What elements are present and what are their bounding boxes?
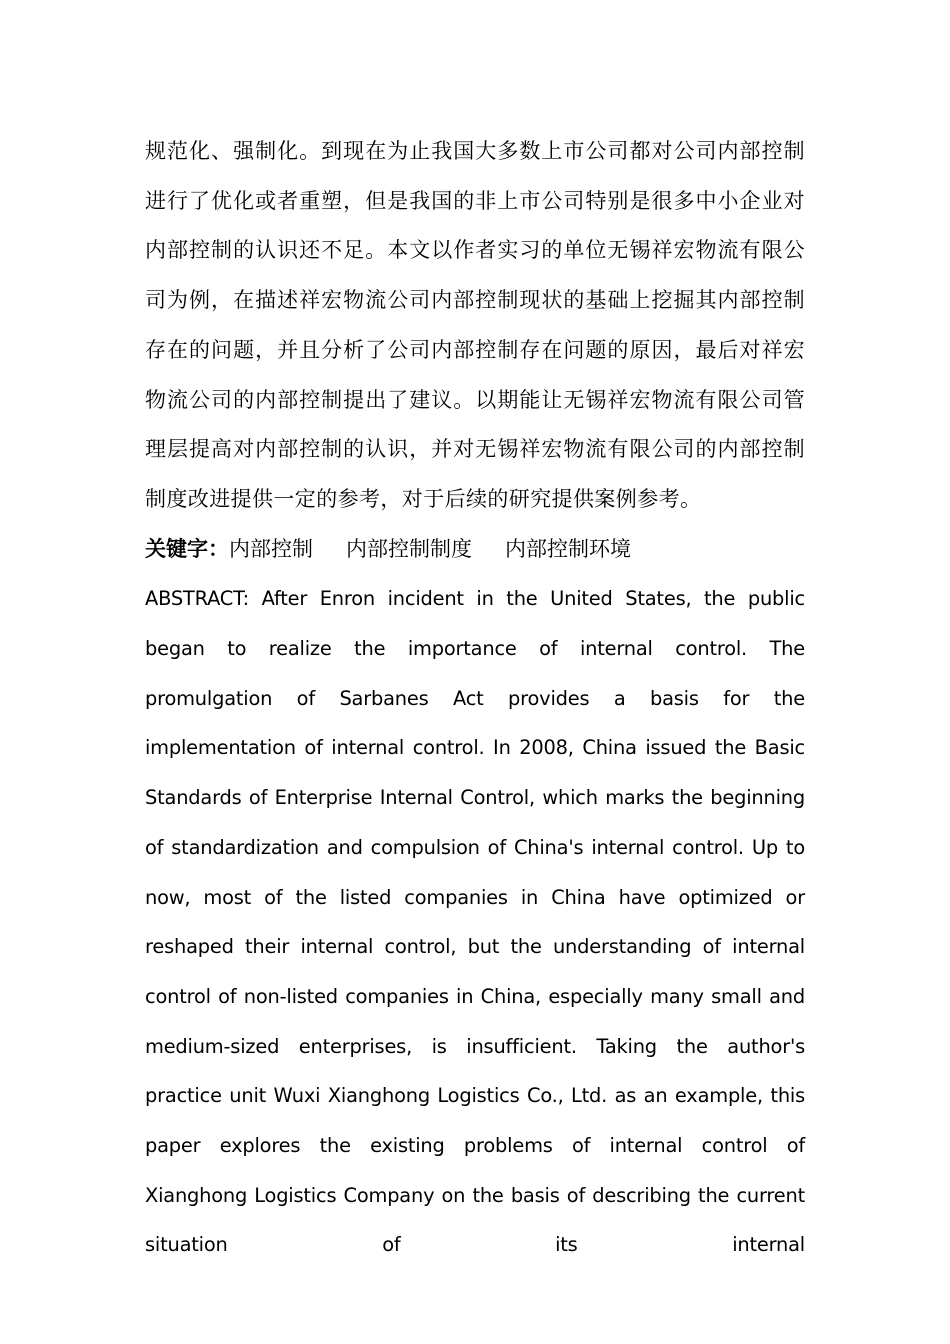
keyword-item: 内部控制制度: [346, 536, 472, 561]
keywords-line: [145, 525, 805, 575]
keywords-label: 关键字：: [145, 536, 229, 561]
keyword-item: 内部控制环境: [505, 536, 631, 561]
keyword-item: 内部控制: [229, 536, 313, 561]
document-page: [145, 127, 805, 1270]
chinese-abstract-paragraph: 规范化、强制化。到现在为止我国大多数上市公司都对公司内部控制进行了优化或者重塑，但是我国的非上市公司特别是很多中小企业对内部控制的认识还不足。本文以作者实习的单位无锡祥宏物流有限公司为例，在描述祥宏物流公司内部控制现状的基础上挖掘其内部控制存在的问题，并且分析了公司内部控制存在问题的原因，最后对祥宏物流公司的内部控制提出了建议。以期能让无锡祥宏物流有限公司管理层提高对内部控制的认识，并对无锡祥宏物流有限公司的内部控制制度改进提供一定的参考，对于后续的研究提供案例参考。: [145, 139, 805, 511]
english-abstract-paragraph: ABSTRACT: After Enron incident in the United States, the public began to realize the importance of internal control. The promulgation of Sarbanes Act provides a basis for the implementation of internal control. In 2008, China issued the Basic Standards of Enterprise Internal Control, which marks the beginning of standardization and compulsion of China's internal control. Up to now, most of the listed companies in China have optimized or reshaped their internal control, but the understanding of internal control of non-listed companies in China, especially many small and medium-sized enterprises, is insufficient. Taking the author's practice unit Wuxi Xianghong Logistics Co., Ltd. as an example, this paper explores the existing problems of internal control of Xianghong Logistics Company on the basis of describing the current situation of its internal: [145, 587, 805, 1257]
